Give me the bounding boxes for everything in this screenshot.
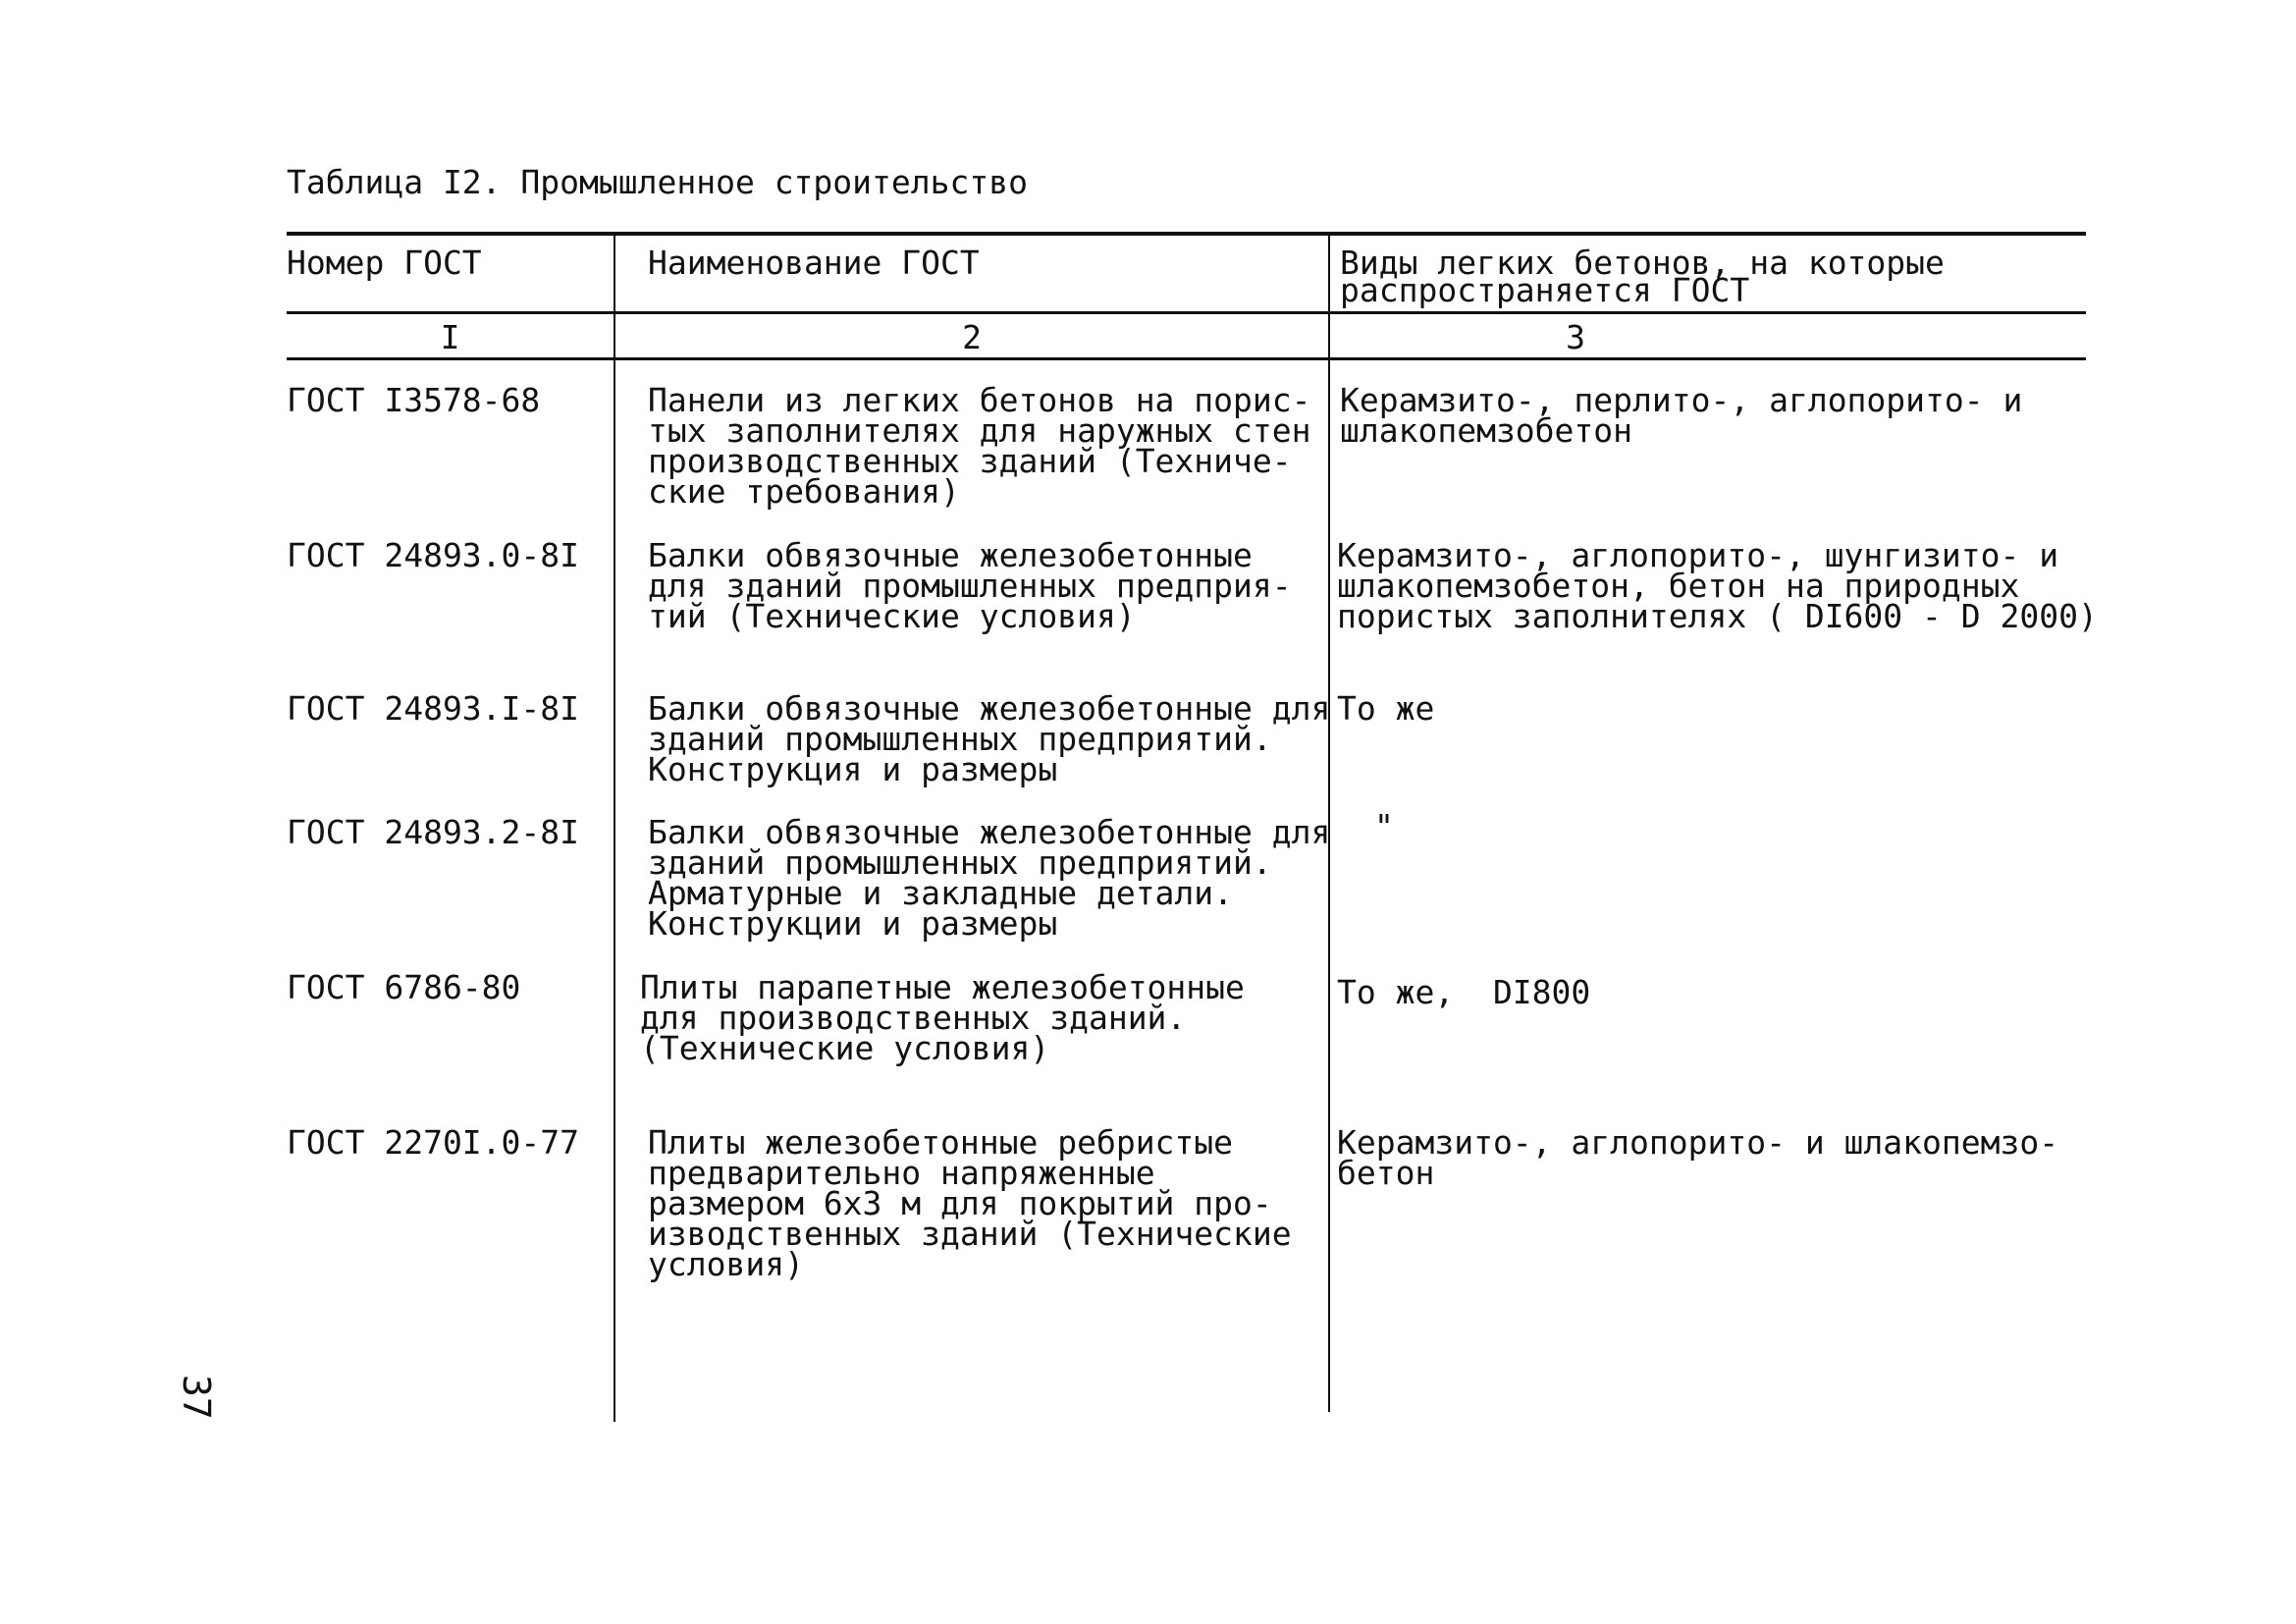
row-5-gost-name: Плиты парапетные железобетонные для производственных зданий. (Технические условия) [640,968,1245,1067]
header-gost-name: Наименование ГОСТ [648,244,980,282]
row-4-gost-name: Балки обвязочные железобетонные для зданий промышленных предприятий. Арматурные и закладные детали. Конструкции и размеры [648,813,1331,943]
table-top-rule [287,232,2086,236]
header-bottom-rule [287,311,2086,314]
row-2-gost-name: Балки обвязочные железобетонные для зданий промышленных предприя- тий (Технические условия) [648,536,1292,635]
row-1-concrete-types: Керамзито-, перлито-, аглопорито- и шлакопемзобетон [1340,381,2023,450]
column-divider-1 [614,234,615,1422]
row-3-gost-number: ГОСТ 24893.I-8I [287,689,580,728]
row-6-gost-number: ГОСТ 2270I.0-77 [287,1123,580,1162]
row-2-gost-number: ГОСТ 24893.0-8I [287,536,580,574]
row-3-gost-name: Балки обвязочные железобетонные для зданий промышленных предприятий. Конструкция и размеры [648,689,1331,788]
number-row-rule [287,357,2086,360]
row-6-concrete-types: Керамзито-, аглопорито- и шлакопемзо- бетон [1337,1123,2059,1192]
row-4-gost-number: ГОСТ 24893.2-8I [287,813,580,851]
header-concrete-types-line1: Виды легких бетонов, на которые [1340,244,1945,282]
column-number-3: 3 [1566,318,1585,356]
header-concrete-types-line2: распространяется ГОСТ [1340,271,1750,309]
row-6-gost-name: Плиты железобетонные ребристые предварительно напряженные размером 6х3 м для покрытий про- изводственных зданий (Технические условия) [648,1123,1292,1283]
row-1-gost-name: Панели из легких бетонов на порис- тых заполнителях для наружных стен производственных зданий (Техниче- ские требования) [648,381,1311,511]
table-caption: Таблица I2. Промышленное строительство [287,163,1028,201]
row-5-concrete-types: То же, DI800 [1337,973,1591,1011]
header-gost-number: Номер ГОСТ [287,244,482,282]
column-number-2: 2 [962,318,982,356]
row-5-gost-number: ГОСТ 6786-80 [287,968,521,1006]
column-number-1: I [440,318,460,356]
row-4-concrete-types: " [1374,807,1394,845]
page-number: 37 [175,1375,218,1420]
row-2-concrete-types: Керамзито-, аглопорито-, шунгизито- и шлакопемзобетон, бетон на природных пористых заполнителях ( DI600 - D 2000) [1337,536,2098,635]
row-1-gost-number: ГОСТ I3578-68 [287,381,541,419]
row-3-concrete-types: То же [1337,689,1435,728]
